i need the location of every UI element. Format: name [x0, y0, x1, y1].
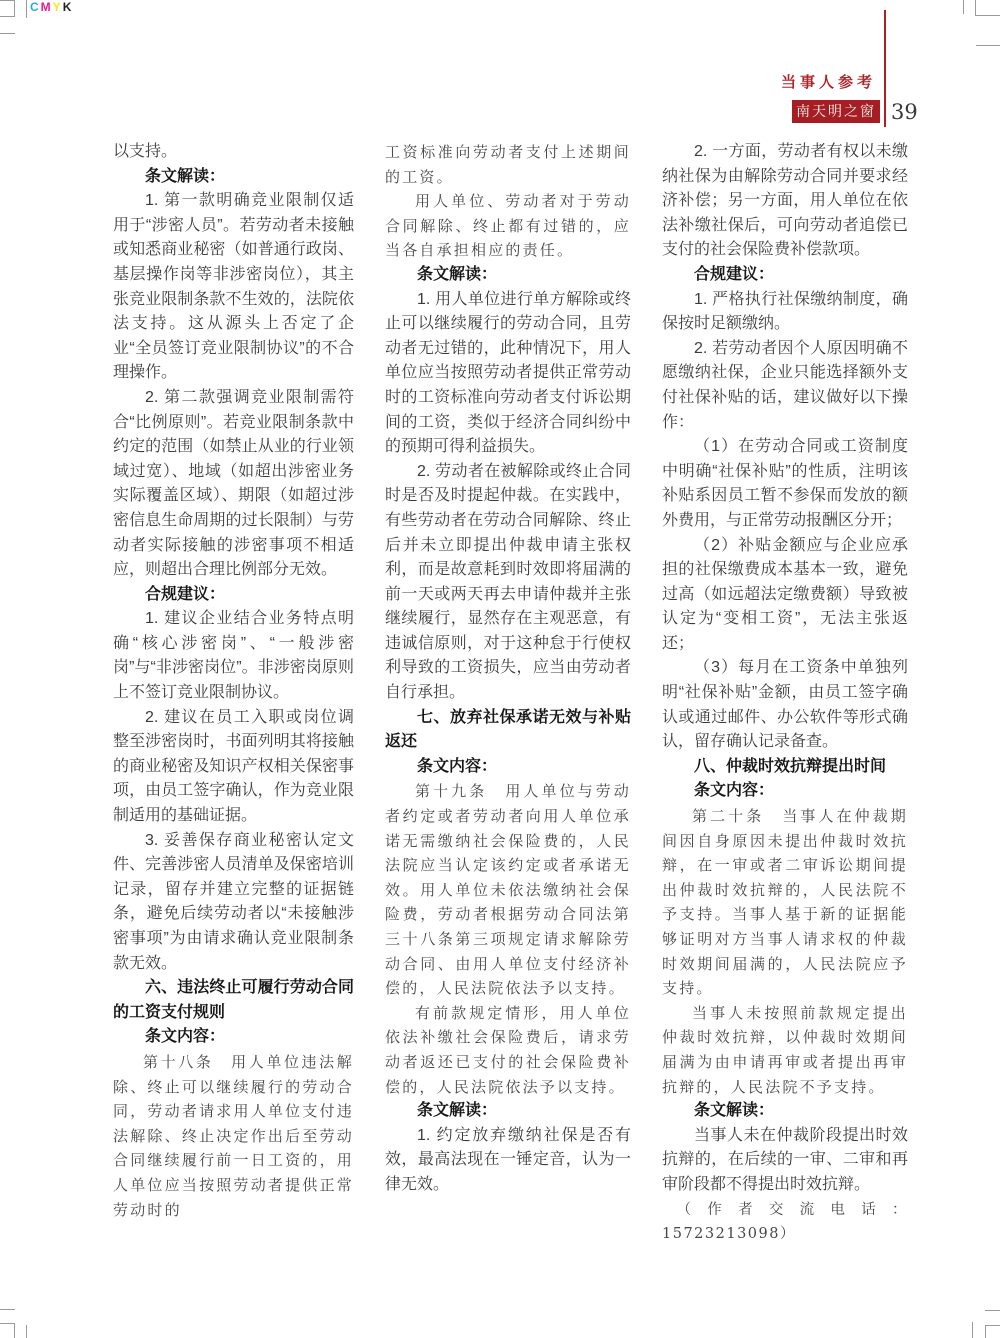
author-contact-note: （作者交流电话：15723213098） — [662, 1201, 908, 1243]
crop-mark-bottom-right-tick — [972, 1322, 973, 1338]
section-heading: 六、违法终止可履行劳动合同的工资支付规则 — [113, 979, 354, 1021]
cmyk-m: M — [40, 0, 53, 14]
paragraph: 2. 第二款强调竞业限制需符合“比例原则”。若竞业限制条款中约定的范围（如禁止从业的行业领域过宽）、地域（如超出涉密业务实际覆盖区域）、期限（如超过涉密信息生命周期的过长限制）与劳动者实际接触的涉密事项不相适应，则超出合理比例部分无效。 — [113, 388, 354, 579]
paragraph: 2. 若劳动者因个人原因明确不愿缴纳社保，企业只能选择额外支付社保补贴的话，建议做好以下操作： — [662, 339, 908, 431]
paragraph: 1. 严格执行社保缴纳制度，确保按时足额缴纳。 — [662, 290, 908, 333]
section-label: 条文内容： — [417, 757, 498, 775]
paragraph: 1. 建议企业结合业务特点明确“核心涉密岗”、“一般涉密岗”与“非涉密岗位”。非涉密岗原则上不签订竞业限制协议。 — [113, 610, 354, 702]
crop-mark-bottom-left-tick — [26, 1325, 27, 1338]
paragraph: 工资标准向劳动者支付上述期间的工资。 — [385, 143, 631, 186]
text-column-1 — [113, 140, 354, 1222]
text-column-3 — [662, 140, 908, 1247]
text-column-2 — [385, 140, 631, 1198]
section-label: 合规建议： — [145, 585, 226, 603]
paragraph: （2）补贴金额应与企业应承担的社保缴费成本基本一致，避免过高（如远超法定缴费额）导致被认定为“变相工资”，无法主张返还； — [662, 536, 908, 652]
paragraph: 当事人未在仲裁阶段提出时效抗辩的，在后续的一审、二审和再审阶段都不得提出时效抗辩。 — [662, 1126, 908, 1193]
paragraph: 1. 第一款明确竞业限制仅适用于“涉密人员”。若劳动者未接触或知悉商业秘密（如普通行政岗、基层操作岗等非涉密岗位），其主张竞业限制条款不生效的，法院依法支持。这从源头上否定了企业“全员签订竞业限制协议”的不合理操作。 — [113, 192, 354, 382]
crop-mark-bottom-left-bar — [0, 1309, 15, 1310]
section-label: 条文内容： — [694, 782, 775, 800]
section-label: 条文解读： — [694, 1102, 775, 1120]
paragraph: 以支持。 — [113, 143, 178, 160]
paragraph: （3）每月在工资条中单独列明“社保补贴”金额，由员工签字确认或通过邮件、办公软件等形式确认，留存确认记录备查。 — [662, 659, 908, 751]
paragraph: 第二十条 当事人在仲裁期间因自身原因未提出仲裁时效抗辩，在一审或者二审诉讼期间提出仲裁时效抗辩的，人民法院不予支持。当事人基于新的证据能够证明对方当事人请求权的仲裁时效期间届满的，人民法院应予支持。 — [662, 807, 908, 998]
paragraph: 当事人未按照前款规定提出仲裁时效抗辩，以仲裁时效期间届满为由申请再审或者提出再审抗辩的，人民法院不予支持。 — [662, 1003, 908, 1096]
section-label: 条文解读： — [417, 265, 498, 283]
paragraph: 1. 约定放弃缴纳社保是否有效，最高法现在一锤定音，认为一律无效。 — [385, 1126, 631, 1193]
section-heading: 八、仲裁时效抗辩提出时间 — [694, 757, 887, 775]
section-heading: 七、放弃社保承诺无效与补贴返还 — [385, 708, 631, 751]
paragraph: 2. 建议在员工入职或岗位调整至涉密岗时，书面列明其将接触的商业秘密及知识产权相关保密事项，由员工签字确认，作为竞业限制适用的基础证据。 — [113, 708, 354, 825]
cmyk-registration-label — [30, 0, 73, 14]
section-label: 条文解读： — [417, 1102, 498, 1120]
crop-mark-bottom-left-box — [0, 1323, 15, 1338]
cmyk-y: Y — [52, 0, 63, 14]
crop-mark-top-right-tick — [963, 0, 964, 14]
crop-mark-top-left-tick — [26, 0, 27, 18]
paragraph: 用人单位、劳动者对于劳动合同解除、终止都有过错的，应当各自承担相应的责任。 — [385, 192, 631, 260]
crop-mark-top-left-box — [0, 0, 15, 17]
crop-mark-top-left-bar — [0, 33, 15, 34]
paragraph: 2. 劳动者在被解除或终止合同时是否及时提起仲裁。在实践中，有些劳动者在劳动合同解除、终止后并未立即提出仲裁申请主张权利，而是故意耗到时效即将届满的前一天或两天再去申请仲裁并主张继续履行，显然存在主观恶意，有违诚信原则，对于这种怠于行使权利导致的工资损失，应当由劳动者自行承担。 — [385, 462, 631, 702]
section-label: 合规建议： — [694, 265, 775, 283]
crop-mark-bottom-right-bar — [985, 1310, 1000, 1311]
crop-mark-top-right-box — [975, 0, 1000, 16]
page-number: 39 — [891, 100, 918, 124]
paragraph: 有前款规定情形，用人单位依法补缴社会保险费后，请求劳动者返还已支付的社会保险费补偿的，人民法院依法予以支持。 — [385, 1003, 631, 1096]
journal-name-badge: 南天明之窗 — [792, 100, 880, 123]
cmyk-k: K — [62, 0, 74, 14]
paragraph: 第十九条 用人单位与劳动者约定或者劳动者向用人单位承诺无需缴纳社会保险费的，人民法院应当认定该约定或者承诺无效。用人单位未依法缴纳社会保险费，劳动者根据劳动合同法第三十八条第三项规定请求解除劳动合同、由用人单位支付经济补偿的，人民法院依法予以支持。 — [385, 782, 631, 998]
crop-mark-top-right-bar — [976, 45, 1000, 46]
paragraph: 3. 妥善保存商业秘密认定文件、完善涉密人员清单及保密培训记录，留存并建立完整的证据链条，避免后续劳动者以“未接触涉密事项”为由请求确认竞业限制条款无效。 — [113, 831, 354, 972]
section-label: 条文内容： — [145, 1028, 226, 1046]
header-section-label: 当事人参考 — [780, 74, 876, 91]
section-label: 条文解读： — [145, 167, 226, 185]
paragraph: （1）在劳动合同或工资制度中明确“社保补贴”的性质，注明该补贴系因员工暂不参保而发放的额外费用，与正常劳动报酬区分开； — [662, 438, 908, 529]
paragraph: 1. 用人单位进行单方解除或终止可以继续履行的劳动合同，且劳动者无过错的，此种情况下，用人单位应当按照劳动者提供正常劳动时的工资标准向劳动者支付诉讼期间的工资，类似于经济合同纠纷中的预期可得利益损失。 — [385, 290, 631, 456]
paragraph: 2. 一方面，劳动者有权以未缴纳社保为由解除劳动合同并要求经济补偿；另一方面，用人单位在依法补缴社保后，可向劳动者追偿已支付的社会保险费补偿款项。 — [662, 143, 908, 259]
crop-mark-bottom-right-box — [985, 1325, 1000, 1338]
cmyk-c: C — [30, 0, 41, 14]
header-vertical-rule — [884, 10, 886, 127]
paragraph: 第十八条 用人单位违法解除、终止可以继续履行的劳动合同，劳动者请求用人单位支付违法解除、终止决定作出后至劳动合同继续履行前一日工资的，用人单位应当按照劳动者提供正常劳动时的 — [113, 1052, 354, 1219]
